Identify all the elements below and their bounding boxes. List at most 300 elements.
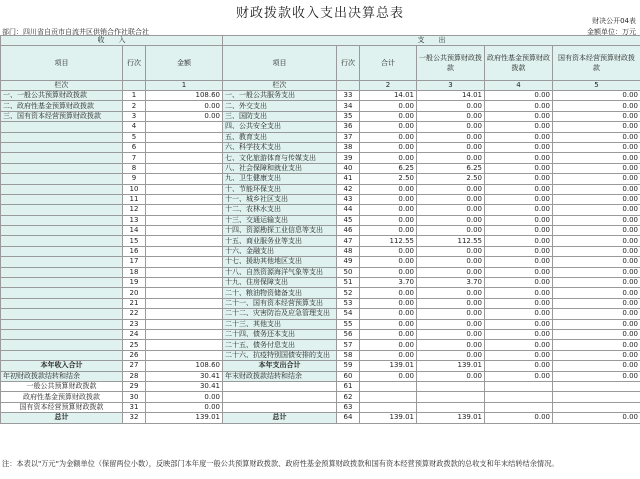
expense-general-budget: 112.55 <box>417 236 485 246</box>
table-row <box>1 246 640 256</box>
income-item: 三、国有资本经营预算财政拨款 <box>1 111 123 121</box>
income-item <box>1 163 123 173</box>
expense-general-budget: 0.00 <box>417 288 485 298</box>
expense-soe-budget: 0.00 <box>553 174 640 184</box>
income-line-no: 22 <box>123 309 146 319</box>
income-amount <box>146 309 223 319</box>
expense-soe-budget: 0.00 <box>553 288 640 298</box>
income-item <box>1 122 123 132</box>
expense-general-budget: 0.00 <box>417 246 485 256</box>
expense-item: 十七、援助其他地区支出 <box>223 257 337 267</box>
table-row <box>1 309 640 319</box>
empty-cell <box>553 402 640 412</box>
income-item <box>1 215 123 225</box>
expense-soe-budget: 0.00 <box>553 226 640 236</box>
expense-general-budget: 0.00 <box>417 226 485 236</box>
column-index-label-2: 栏次 <box>223 81 337 91</box>
expense-fund-budget: 0.00 <box>485 236 553 246</box>
expense-line-no: 44 <box>337 205 360 215</box>
expense-soe-budget: 0.00 <box>553 371 640 381</box>
expense-fund-budget: 0.00 <box>485 298 553 308</box>
income-line-no: 17 <box>123 257 146 267</box>
income-line-header: 行次 <box>123 46 146 81</box>
expense-fund-budget: 0.00 <box>485 257 553 267</box>
expense-fund-budget: 0.00 <box>485 309 553 319</box>
income-item: 政府性基金预算财政拨款 <box>1 392 123 402</box>
expense-line-no: 54 <box>337 309 360 319</box>
expense-total: 0.00 <box>360 329 417 339</box>
income-line-no: 32 <box>123 413 146 423</box>
expense-general-budget: 0.00 <box>417 340 485 350</box>
expense-item: 十六、金融支出 <box>223 246 337 256</box>
expense-general-budget: 14.01 <box>417 91 485 101</box>
income-amount <box>146 319 223 329</box>
empty-cell <box>360 402 417 412</box>
income-line-no: 26 <box>123 350 146 360</box>
expense-total: 0.00 <box>360 340 417 350</box>
expense-general-budget: 0.00 <box>417 111 485 121</box>
income-line-no: 4 <box>123 122 146 132</box>
expense-item: 一、一般公共服务支出 <box>223 91 337 101</box>
empty-cell <box>360 392 417 402</box>
expense-soe-budget: 0.00 <box>553 340 640 350</box>
income-line-no: 3 <box>123 111 146 121</box>
income-line-no: 16 <box>123 246 146 256</box>
income-section-header: 收 入 <box>1 36 223 46</box>
expense-fund-budget: 0.00 <box>485 174 553 184</box>
income-amount <box>146 122 223 132</box>
expense-general-budget: 0.00 <box>417 194 485 204</box>
income-line-no: 25 <box>123 340 146 350</box>
expense-fund-budget: 0.00 <box>485 278 553 288</box>
expense-total: 0.00 <box>360 257 417 267</box>
income-item <box>1 142 123 152</box>
empty-cell <box>485 402 553 412</box>
soe-budget-header: 国有资本经营预算财政拨款 <box>553 46 640 81</box>
expense-soe-budget: 0.00 <box>553 111 640 121</box>
empty-cell <box>553 381 640 391</box>
expense-total: 139.01 <box>360 361 417 371</box>
expense-line-no: 50 <box>337 267 360 277</box>
expense-fund-budget: 0.00 <box>485 111 553 121</box>
expense-line-no: 51 <box>337 278 360 288</box>
footnote: 注：本表以"万元"为金额单位（保留两位小数），反映部门本年度一般公共预算财政拨款、政府性基金预算财政拨款和国有资本经营预算财政拨款的总收支和年末结转结余情况。 <box>2 459 559 468</box>
income-line-no: 11 <box>123 194 146 204</box>
expense-general-budget: 6.25 <box>417 163 485 173</box>
expense-general-budget: 0.00 <box>417 298 485 308</box>
income-item <box>1 236 123 246</box>
general-budget-header: 一般公共预算财政拨款 <box>417 46 485 81</box>
expense-general-budget: 0.00 <box>417 309 485 319</box>
income-amount <box>146 278 223 288</box>
income-amount <box>146 163 223 173</box>
empty-cell <box>417 381 485 391</box>
table-row <box>1 142 640 152</box>
income-amount <box>146 226 223 236</box>
carryover-soe-row <box>1 402 640 412</box>
income-line-no: 29 <box>123 381 146 391</box>
expense-line-no: 49 <box>337 257 360 267</box>
table-row <box>1 153 640 163</box>
expense-fund-budget: 0.00 <box>485 319 553 329</box>
expense-item <box>223 392 337 402</box>
income-line-no: 1 <box>123 91 146 101</box>
expense-fund-budget: 0.00 <box>485 329 553 339</box>
expense-fund-budget: 0.00 <box>485 122 553 132</box>
income-amount <box>146 236 223 246</box>
expense-line-no: 43 <box>337 194 360 204</box>
expense-total: 0.00 <box>360 246 417 256</box>
income-amount <box>146 298 223 308</box>
income-item: 国有资本经营预算财政拨款 <box>1 402 123 412</box>
expense-line-no: 64 <box>337 413 360 423</box>
expense-fund-budget: 0.00 <box>485 153 553 163</box>
income-amount <box>146 194 223 204</box>
expense-total: 6.25 <box>360 163 417 173</box>
expense-fund-budget: 0.00 <box>485 101 553 111</box>
column-index-blank <box>123 81 146 91</box>
expense-line-no: 53 <box>337 298 360 308</box>
income-item <box>1 226 123 236</box>
expense-item: 二十五、债务付息支出 <box>223 340 337 350</box>
expense-soe-budget: 0.00 <box>553 413 640 423</box>
expense-total: 14.01 <box>360 91 417 101</box>
expense-item: 七、文化旅游体育与传媒支出 <box>223 153 337 163</box>
column-header-row <box>1 46 640 81</box>
income-amount: 30.41 <box>146 381 223 391</box>
expense-fund-budget: 0.00 <box>485 246 553 256</box>
expense-line-no: 47 <box>337 236 360 246</box>
expense-line-no: 40 <box>337 163 360 173</box>
expense-fund-budget: 0.00 <box>485 91 553 101</box>
expense-total: 0.00 <box>360 226 417 236</box>
expense-soe-budget: 0.00 <box>553 298 640 308</box>
expense-soe-budget: 0.00 <box>553 132 640 142</box>
expense-line-no: 58 <box>337 350 360 360</box>
income-line-no: 15 <box>123 236 146 246</box>
income-item <box>1 350 123 360</box>
income-line-no: 8 <box>123 163 146 173</box>
expense-total: 0.00 <box>360 298 417 308</box>
expense-line-no: 33 <box>337 91 360 101</box>
grand-total-row <box>1 413 640 423</box>
expense-general-budget: 139.01 <box>417 413 485 423</box>
income-item: 总计 <box>1 413 123 423</box>
income-amount: 0.00 <box>146 111 223 121</box>
table-row <box>1 257 640 267</box>
income-item: 年初财政拨款结转和结余 <box>1 371 123 381</box>
expense-line-no: 56 <box>337 329 360 339</box>
expense-fund-budget: 0.00 <box>485 350 553 360</box>
expense-general-budget: 0.00 <box>417 122 485 132</box>
expense-line-no: 35 <box>337 111 360 121</box>
table-row <box>1 184 640 194</box>
carryover-general-row <box>1 381 640 391</box>
expense-soe-budget: 0.00 <box>553 122 640 132</box>
budget-summary-table <box>0 35 640 424</box>
expense-line-no: 55 <box>337 319 360 329</box>
expense-total: 0.00 <box>360 153 417 163</box>
expense-item: 四、公共安全支出 <box>223 122 337 132</box>
expense-line-no: 57 <box>337 340 360 350</box>
income-item <box>1 174 123 184</box>
income-item <box>1 153 123 163</box>
expense-general-budget: 0.00 <box>417 329 485 339</box>
expense-total: 139.01 <box>360 413 417 423</box>
expense-soe-budget: 0.00 <box>553 194 640 204</box>
income-line-no: 21 <box>123 298 146 308</box>
income-amount: 139.01 <box>146 413 223 423</box>
expense-total: 0.00 <box>360 350 417 360</box>
expense-total: 0.00 <box>360 132 417 142</box>
table-row <box>1 132 640 142</box>
income-item: 一般公共预算财政拨款 <box>1 381 123 391</box>
expense-general-budget: 0.00 <box>417 205 485 215</box>
expense-item-header: 项目 <box>223 46 337 81</box>
table-row <box>1 288 640 298</box>
income-amount <box>146 329 223 339</box>
income-item <box>1 205 123 215</box>
expense-total: 0.00 <box>360 267 417 277</box>
expense-general-budget: 0.00 <box>417 153 485 163</box>
column-index-label: 栏次 <box>1 81 123 91</box>
expense-total: 0.00 <box>360 111 417 121</box>
expense-soe-budget: 0.00 <box>553 101 640 111</box>
income-line-no: 24 <box>123 329 146 339</box>
income-line-no: 14 <box>123 226 146 236</box>
empty-cell <box>360 381 417 391</box>
expense-fund-budget: 0.00 <box>485 163 553 173</box>
expense-line-no: 34 <box>337 101 360 111</box>
expense-soe-budget: 0.00 <box>553 361 640 371</box>
column-index-blank-2 <box>337 81 360 91</box>
expense-fund-budget: 0.00 <box>485 205 553 215</box>
income-amount <box>146 184 223 194</box>
column-index-row <box>1 81 640 91</box>
table-row <box>1 267 640 277</box>
expense-soe-budget: 0.00 <box>553 91 640 101</box>
expense-fund-budget: 0.00 <box>485 132 553 142</box>
income-line-no: 10 <box>123 184 146 194</box>
expense-item: 九、卫生健康支出 <box>223 174 337 184</box>
empty-cell <box>553 392 640 402</box>
expense-total: 0.00 <box>360 101 417 111</box>
income-line-no: 20 <box>123 288 146 298</box>
report-title: 财政拨款收入支出决算总表 <box>235 6 404 21</box>
expense-fund-budget: 0.00 <box>485 361 553 371</box>
expense-general-budget: 0.00 <box>417 142 485 152</box>
expense-general-budget: 0.00 <box>417 371 485 381</box>
income-item-header: 项目 <box>1 46 123 81</box>
income-item <box>1 278 123 288</box>
table-row <box>1 122 640 132</box>
column-index-4: 4 <box>485 81 553 91</box>
expense-item: 十八、自然资源海洋气象等支出 <box>223 267 337 277</box>
income-item <box>1 298 123 308</box>
expense-line-no: 38 <box>337 142 360 152</box>
expense-general-budget: 0.00 <box>417 319 485 329</box>
expense-item <box>223 402 337 412</box>
table-row <box>1 350 640 360</box>
column-index-1: 1 <box>146 81 223 91</box>
expense-line-no: 41 <box>337 174 360 184</box>
expense-soe-budget: 0.00 <box>553 257 640 267</box>
expense-item: 本年支出合计 <box>223 361 337 371</box>
income-amount <box>146 142 223 152</box>
expense-general-budget: 0.00 <box>417 184 485 194</box>
income-amount <box>146 246 223 256</box>
expense-fund-budget: 0.00 <box>485 288 553 298</box>
expense-line-no: 60 <box>337 371 360 381</box>
section-header-row <box>1 36 640 46</box>
income-line-no: 6 <box>123 142 146 152</box>
expense-fund-budget: 0.00 <box>485 215 553 225</box>
expense-line-no: 62 <box>337 392 360 402</box>
income-amount <box>146 257 223 267</box>
income-line-no: 28 <box>123 371 146 381</box>
income-item <box>1 267 123 277</box>
income-item: 一、一般公共预算财政拨款 <box>1 91 123 101</box>
expense-line-no: 45 <box>337 215 360 225</box>
income-item <box>1 194 123 204</box>
income-line-no: 2 <box>123 101 146 111</box>
expense-item: 年末财政拨款结转和结余 <box>223 371 337 381</box>
income-amount <box>146 205 223 215</box>
total-header: 合计 <box>360 46 417 81</box>
income-item <box>1 309 123 319</box>
expense-item <box>223 381 337 391</box>
income-line-no: 13 <box>123 215 146 225</box>
table-row <box>1 205 640 215</box>
department-label: 部门：四川省自贡市自流井区供销合作社联合社 <box>2 28 149 36</box>
empty-cell <box>485 392 553 402</box>
expense-general-budget: 0.00 <box>417 267 485 277</box>
income-line-no: 9 <box>123 174 146 184</box>
expense-total: 0.00 <box>360 142 417 152</box>
expense-line-no: 61 <box>337 381 360 391</box>
expense-item: 十五、商业服务业等支出 <box>223 236 337 246</box>
empty-cell <box>485 381 553 391</box>
expense-fund-budget: 0.00 <box>485 371 553 381</box>
income-item <box>1 184 123 194</box>
income-item: 本年收入合计 <box>1 361 123 371</box>
table-row <box>1 194 640 204</box>
table-row <box>1 329 640 339</box>
expense-total: 0.00 <box>360 288 417 298</box>
table-row <box>1 111 640 121</box>
expense-line-no: 63 <box>337 402 360 412</box>
income-line-no: 18 <box>123 267 146 277</box>
income-amount <box>146 153 223 163</box>
expense-item: 二十三、其他支出 <box>223 319 337 329</box>
expense-item: 三、国防支出 <box>223 111 337 121</box>
expense-line-no: 37 <box>337 132 360 142</box>
income-item <box>1 340 123 350</box>
expense-total: 0.00 <box>360 309 417 319</box>
expense-line-no: 59 <box>337 361 360 371</box>
expense-item: 二十四、债务还本支出 <box>223 329 337 339</box>
expense-total: 0.00 <box>360 122 417 132</box>
table-row <box>1 215 640 225</box>
income-amount <box>146 174 223 184</box>
column-index-2: 2 <box>360 81 417 91</box>
income-item <box>1 132 123 142</box>
expense-soe-budget: 0.00 <box>553 163 640 173</box>
income-amount <box>146 132 223 142</box>
income-item <box>1 257 123 267</box>
income-amount <box>146 267 223 277</box>
income-amount: 0.00 <box>146 402 223 412</box>
expense-line-no: 39 <box>337 153 360 163</box>
expense-total: 3.70 <box>360 278 417 288</box>
income-amount: 0.00 <box>146 392 223 402</box>
carryover-fund-row <box>1 392 640 402</box>
expense-total: 2.50 <box>360 174 417 184</box>
table-row <box>1 101 640 111</box>
table-row <box>1 91 640 101</box>
expense-line-no: 46 <box>337 226 360 236</box>
income-amount: 0.00 <box>146 101 223 111</box>
expense-item: 二十一、国有资本经营预算支出 <box>223 298 337 308</box>
income-line-no: 31 <box>123 402 146 412</box>
income-line-no: 12 <box>123 205 146 215</box>
expense-item: 十三、交通运输支出 <box>223 215 337 225</box>
expense-item: 六、科学技术支出 <box>223 142 337 152</box>
income-item <box>1 319 123 329</box>
expense-soe-budget: 0.00 <box>553 142 640 152</box>
expense-general-budget: 0.00 <box>417 101 485 111</box>
income-line-no: 27 <box>123 361 146 371</box>
expense-line-header: 行次 <box>337 46 360 81</box>
income-amount <box>146 340 223 350</box>
expense-item: 十、节能环保支出 <box>223 184 337 194</box>
expense-soe-budget: 0.00 <box>553 267 640 277</box>
expense-item: 五、教育支出 <box>223 132 337 142</box>
expense-item: 十二、农林水支出 <box>223 205 337 215</box>
column-index-5: 5 <box>553 81 640 91</box>
table-row <box>1 340 640 350</box>
income-line-no: 23 <box>123 319 146 329</box>
expense-soe-budget: 0.00 <box>553 246 640 256</box>
expense-item: 十九、住房保障支出 <box>223 278 337 288</box>
income-amount: 108.60 <box>146 361 223 371</box>
expense-soe-budget: 0.00 <box>553 215 640 225</box>
expense-total: 0.00 <box>360 371 417 381</box>
expense-fund-budget: 0.00 <box>485 340 553 350</box>
expense-total: 0.00 <box>360 319 417 329</box>
expense-fund-budget: 0.00 <box>485 142 553 152</box>
empty-cell <box>417 392 485 402</box>
carryover-row <box>1 371 640 381</box>
table-row <box>1 319 640 329</box>
expense-soe-budget: 0.00 <box>553 309 640 319</box>
income-amount <box>146 288 223 298</box>
expense-item: 二十六、抗疫特别国债安排的支出 <box>223 350 337 360</box>
expense-item: 十一、城乡社区支出 <box>223 194 337 204</box>
expense-general-budget: 2.50 <box>417 174 485 184</box>
expense-total: 0.00 <box>360 194 417 204</box>
expense-soe-budget: 0.00 <box>553 236 640 246</box>
income-amount: 108.60 <box>146 91 223 101</box>
income-item: 二、政府性基金预算财政拨款 <box>1 101 123 111</box>
expense-total: 112.55 <box>360 236 417 246</box>
expense-line-no: 42 <box>337 184 360 194</box>
income-line-no: 19 <box>123 278 146 288</box>
income-item <box>1 329 123 339</box>
expense-item: 二十二、灾害防治及应急管理支出 <box>223 309 337 319</box>
expense-general-budget: 3.70 <box>417 278 485 288</box>
income-line-no: 30 <box>123 392 146 402</box>
